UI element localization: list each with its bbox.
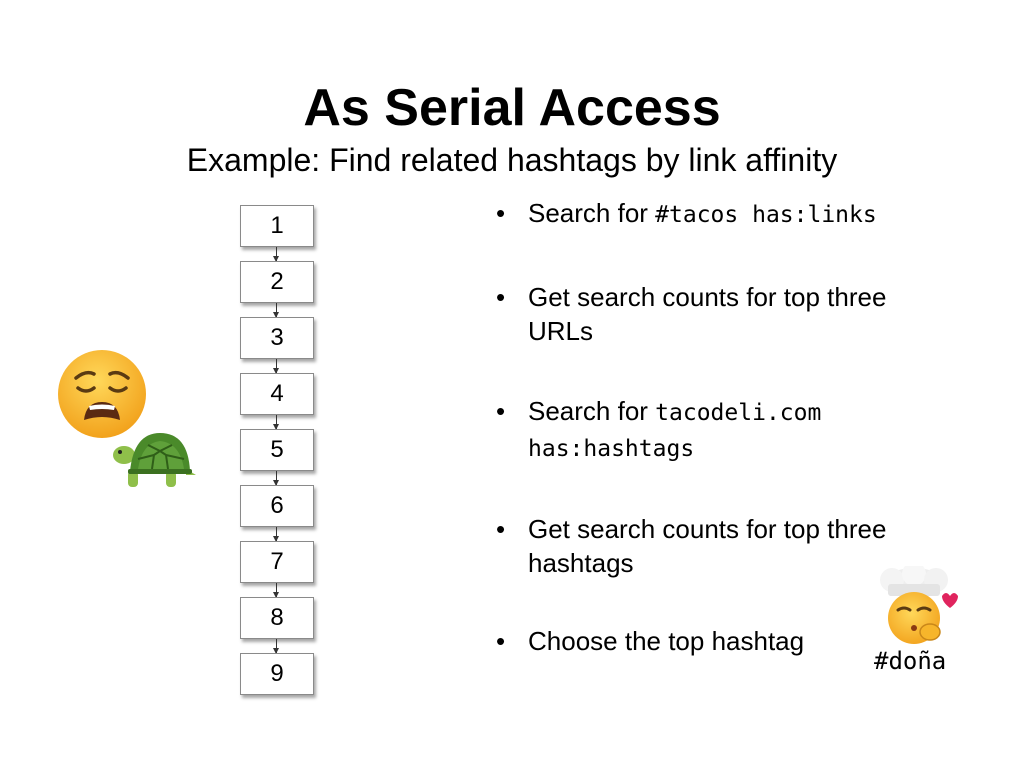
step-box: 6 — [240, 485, 314, 527]
bullet-dot-icon: • — [496, 282, 506, 312]
bullet-text: Get search counts for top three hashtags — [528, 514, 887, 578]
bullet-text: Search for — [528, 396, 656, 426]
slide-subtitle: Example: Find related hashtags by link affinity — [186, 142, 838, 178]
chef-kiss-icon — [874, 566, 960, 650]
bullet-item — [490, 394, 950, 466]
bullet-code: tacodeli.com has:hashtags — [528, 400, 822, 462]
down-arrow-icon — [276, 471, 277, 485]
down-arrow-icon — [276, 303, 277, 317]
step-box: 3 — [240, 317, 314, 359]
slide-title: As Serial Access — [303, 79, 721, 137]
bullet-item — [490, 280, 950, 348]
down-arrow-icon — [276, 359, 277, 373]
bullet-dot-icon: • — [496, 198, 506, 228]
step-box: 1 — [240, 205, 314, 247]
step-box: 4 — [240, 373, 314, 415]
result-hashtag: #doña — [874, 647, 947, 675]
bullet-text: Search for — [528, 198, 656, 228]
down-arrow-icon — [276, 247, 277, 261]
bullet-item — [490, 196, 950, 232]
down-arrow-icon — [276, 415, 277, 429]
bullet-text: Get search counts for top three URLs — [528, 282, 887, 346]
step-box: 5 — [240, 429, 314, 471]
bullet-dot-icon: • — [496, 626, 506, 656]
step-box: 9 — [240, 653, 314, 695]
down-arrow-icon — [276, 639, 277, 653]
bullet-dot-icon: • — [496, 396, 506, 426]
step-box: 8 — [240, 597, 314, 639]
turtle-icon — [108, 425, 198, 495]
bullet-dot-icon: • — [496, 514, 506, 544]
step-box: 2 — [240, 261, 314, 303]
step-box: 7 — [240, 541, 314, 583]
bullet-code: #tacos has:links — [655, 202, 877, 228]
down-arrow-icon — [276, 583, 277, 597]
down-arrow-icon — [276, 527, 277, 541]
bullet-text: Choose the top hashtag — [528, 626, 805, 656]
